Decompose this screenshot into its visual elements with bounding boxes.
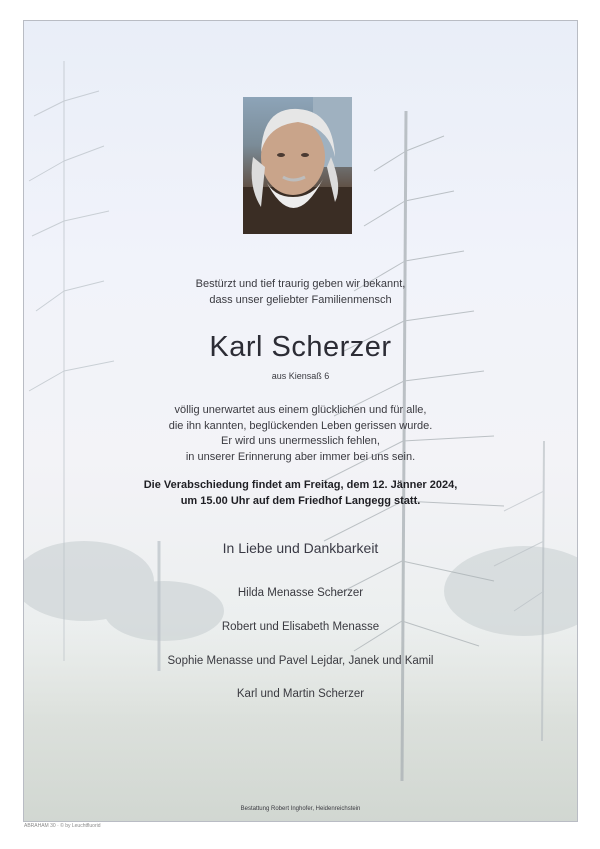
intro-line-1: Bestürzt und tief traurig geben wir bekannt, [195,278,406,290]
closing-phrase: In Liebe und Dankbarkeit [222,540,379,556]
memorial-line-2: die ihn kannten, beglückenden Leben gerissen wurde. [168,419,433,432]
deceased-name: Karl Scherzer [209,331,392,363]
intro-line-2: dass unser geliebter Familienmensch [209,294,392,306]
memorial-line-4: in unserer Erinnerung aber immer bei uns sein. [185,450,416,463]
ceremony-info [24,477,577,509]
ceremony-line-1: Die Verabschiedung findet am Freitag, dem 12. Jänner 2024, [143,479,458,491]
family-member: Hilda Menasse Scherzer [237,587,364,599]
family-member: Robert und Elisabeth Menasse [221,621,380,633]
obituary-card [23,20,578,822]
family-member: Sophie Menasse und Pavel Lejdar, Janek und Kamil [167,655,434,667]
template-footnote: ABRAHAM 30 · © by Leuchtfluorid [24,823,101,829]
intro-text [24,276,577,308]
family-member: Karl und Martin Scherzer [236,688,365,700]
memorial-text [24,403,577,465]
notice-content [24,21,577,821]
ceremony-line-2: um 15.00 Uhr auf dem Friedhof Langegg statt. [180,495,421,507]
memorial-line-3: Er wird uns unermesslich fehlen, [221,435,380,447]
memorial-line-1: völlig unerwartet aus einem glücklichen und für alle, [174,404,427,416]
undertaker-credit: Bestattung Robert Inghofer, Heidenreichstein [240,806,361,812]
deceased-origin: aus Kiensaß 6 [271,371,330,381]
